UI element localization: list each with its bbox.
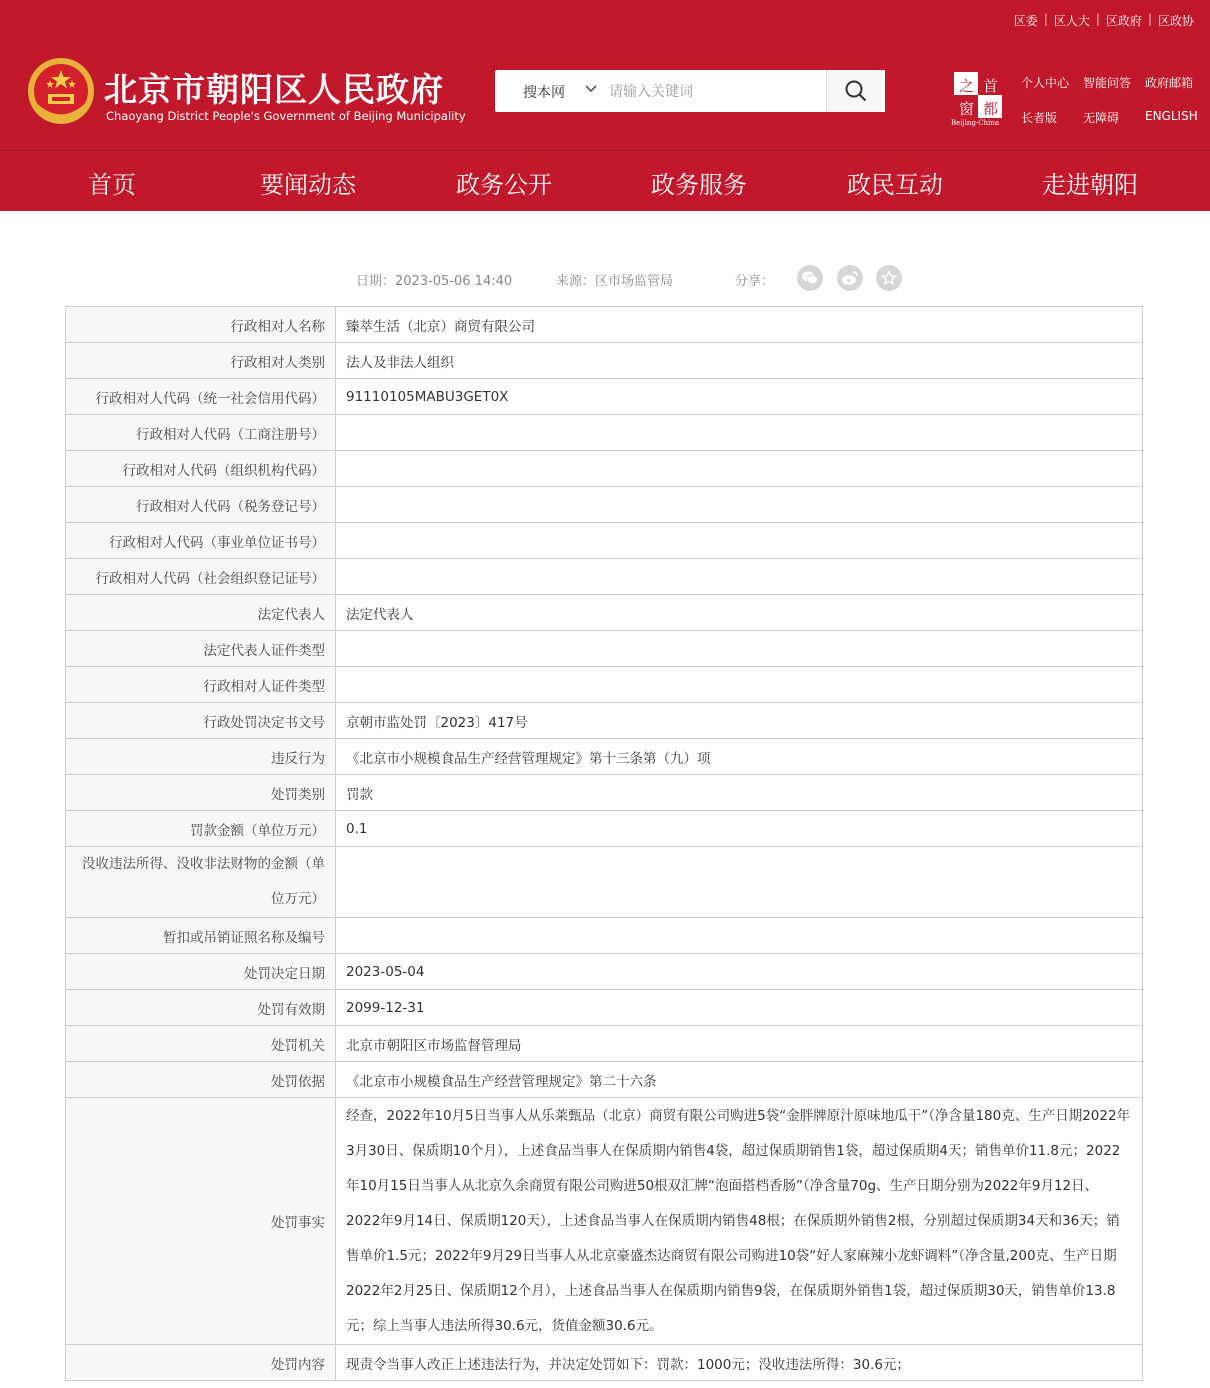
row-label: 行政相对人代码（统一社会信用代码）: [66, 379, 336, 415]
main-nav: [0, 150, 1210, 211]
divider: |: [1147, 12, 1152, 26]
row-value: 2023-05-04: [336, 954, 1143, 990]
table-row: [66, 307, 1143, 343]
row-label: 处罚内容: [66, 1345, 336, 1381]
row-value: 罚款: [336, 775, 1143, 811]
row-label: 处罚类别: [66, 775, 336, 811]
table-row: [66, 703, 1143, 739]
row-label: 行政相对人类别: [66, 343, 336, 379]
row-label: 法定代表人证件类型: [66, 631, 336, 667]
row-value: [336, 559, 1143, 595]
top-link-district-congress[interactable]: 区人大: [1053, 14, 1090, 28]
row-value: 现责令当事人改正上述违法行为，并决定处罚如下：罚款：1000元；没收违法所得：30.6元；: [336, 1345, 1143, 1381]
row-value: 0.1: [336, 811, 1143, 847]
table-row: [66, 1026, 1143, 1062]
publish-date: 日期：2023-05-06 14:40: [356, 274, 513, 289]
table-row: [66, 1098, 1143, 1345]
row-value: [336, 918, 1143, 954]
nav-item-gov-affairs[interactable]: 政务公开: [456, 171, 552, 199]
table-row: [66, 1062, 1143, 1098]
row-value: [336, 847, 1143, 918]
nav-item-home[interactable]: 首页: [88, 171, 136, 199]
row-value: 2099-12-31: [336, 990, 1143, 1026]
publish-source: 来源：区市场监管局: [556, 274, 674, 289]
row-label: 暂扣或吊销证照名称及编号: [66, 918, 336, 954]
logo-char: 首: [983, 77, 999, 95]
top-link-district-government[interactable]: 区政府: [1105, 14, 1142, 28]
nav-item-news[interactable]: 要闻动态: [260, 171, 356, 199]
top-links: [1014, 12, 1194, 29]
table-row: [66, 918, 1143, 954]
row-label: 处罚有效期: [66, 990, 336, 1026]
row-value: 《北京市小规模食品生产经营管理规定》第二十六条: [336, 1062, 1143, 1098]
table-row: [66, 631, 1143, 667]
wechat-icon[interactable]: [797, 265, 823, 291]
logo-char: 都: [983, 100, 999, 118]
table-row: [66, 523, 1143, 559]
search-bar: [495, 70, 885, 112]
row-value: 经查，2022年10月5日当事人从乐莱甄品（北京）商贸有限公司购进5袋“金胖牌原汁原味地瓜干”（净含量180克、生产日期2022年3月30日、保质期10个月），上述食品当事人在保质期内销售4袋，超过保质期销售1袋，超过保质期4天；销售单价11.8元；2022年10月15日当事人从北京久余商贸有限公司购进50根双汇牌“泡面搭档香肠”（净含量70g、生产日期分别为2022年9月12日、2022年9月14日、保质期120天），上述食品当事人在保质期内销售48根；在保质期外销售2根，分别超过保质期34天和36天；销售单价1.5元；2022年9月29日当事人从北京豪盛杰达商贸有限公司购进10袋“好人家麻辣小龙虾调料”（净含量,200克、生产日期2022年2月25日、保质期12个月），上述食品当事人在保质期内销售9袋，在保质期外销售1袋，超过保质期30天，销售单价13.8元；综上当事人违法所得30.6元，货值金额30.6元。: [336, 1098, 1143, 1345]
favorite-icon[interactable]: [876, 265, 902, 291]
table-row: [66, 451, 1143, 487]
national-emblem-logo[interactable]: [26, 56, 96, 126]
search-button[interactable]: [826, 70, 885, 112]
row-value: 臻萃生活（北京）商贸有限公司: [336, 307, 1143, 343]
table-row: [66, 1345, 1143, 1381]
util-link-elder-version[interactable]: 长者版: [1021, 111, 1058, 125]
site-title[interactable]: 北京市朝阳区人民政府: [104, 70, 444, 109]
row-value: [336, 523, 1143, 559]
row-label: 行政相对人名称: [66, 307, 336, 343]
row-label: 行政相对人代码（事业单位证书号）: [66, 523, 336, 559]
row-label: 行政相对人代码（税务登记号）: [66, 487, 336, 523]
nav-item-about-chaoyang[interactable]: 走进朝阳: [1042, 171, 1138, 199]
row-value: [336, 415, 1143, 451]
divider: |: [1095, 12, 1100, 26]
table-row: [66, 487, 1143, 523]
row-value: 91110105MABU3GET0X: [336, 379, 1143, 415]
logo-char: 之: [959, 77, 975, 95]
table-row: [66, 595, 1143, 631]
row-label: 处罚决定日期: [66, 954, 336, 990]
row-label: 违反行为: [66, 739, 336, 775]
util-link-english[interactable]: ENGLISH: [1145, 109, 1198, 123]
logo-char: 窗: [959, 100, 975, 118]
row-value: [336, 487, 1143, 523]
util-link-smart-qa[interactable]: 智能问答: [1083, 76, 1132, 90]
nav-item-interaction[interactable]: 政民互动: [847, 171, 943, 199]
top-link-district-cppcc[interactable]: 区政协: [1157, 14, 1194, 28]
table-row: [66, 739, 1143, 775]
row-value: 北京市朝阳区市场监督管理局: [336, 1026, 1143, 1062]
util-link-personal-center[interactable]: 个人中心: [1021, 76, 1070, 90]
table-row: [66, 775, 1143, 811]
table-row: [66, 379, 1143, 415]
row-label: 法定代表人: [66, 595, 336, 631]
table-row: [66, 667, 1143, 703]
table-row: [66, 990, 1143, 1026]
chevron-down-icon[interactable]: [583, 80, 599, 96]
site-subtitle: Chaoyang District People's Government of Beijing Municipality: [106, 109, 466, 123]
row-label: 行政相对人证件类型: [66, 667, 336, 703]
search-input[interactable]: [607, 78, 811, 106]
logo-caption: Beijing-China: [951, 119, 1000, 127]
row-value: [336, 667, 1143, 703]
row-label: 处罚机关: [66, 1026, 336, 1062]
table-row: [66, 811, 1143, 847]
nav-item-gov-services[interactable]: 政务服务: [651, 171, 747, 199]
capital-window-logo[interactable]: [950, 70, 1006, 130]
row-value: 法人及非法人组织: [336, 343, 1143, 379]
row-value: 《北京市小规模食品生产经营管理规定》第十三条第（九）项: [336, 739, 1143, 775]
util-link-gov-mailbox[interactable]: 政府邮箱: [1145, 76, 1194, 90]
row-label: 处罚事实: [66, 1098, 336, 1345]
row-value: [336, 631, 1143, 667]
search-icon: [844, 79, 868, 103]
divider: |: [1043, 12, 1048, 26]
row-label: 行政相对人代码（工商注册号）: [66, 415, 336, 451]
table-row: [66, 415, 1143, 451]
row-label: 罚款金额（单位万元）: [66, 811, 336, 847]
penalty-info-table: [65, 306, 1143, 1381]
table-row: [66, 847, 1143, 918]
row-value: 法定代表人: [336, 595, 1143, 631]
row-label: 行政相对人代码（社会组织登记证号）: [66, 559, 336, 595]
row-value: [336, 451, 1143, 487]
table-row: [66, 954, 1143, 990]
top-link-district-committee[interactable]: 区委: [1013, 14, 1038, 28]
table-row: [66, 559, 1143, 595]
row-label: 处罚依据: [66, 1062, 336, 1098]
row-label: 行政相对人代码（组织机构代码）: [66, 451, 336, 487]
row-value: 京朝市监处罚〔2023〕417号: [336, 703, 1143, 739]
share-label: 分享：: [735, 274, 775, 289]
site-header: [0, 0, 1210, 150]
util-link-accessibility[interactable]: 无障碍: [1083, 111, 1120, 125]
weibo-icon[interactable]: [837, 265, 863, 291]
row-label: 行政处罚决定书文号: [66, 703, 336, 739]
table-row: [66, 343, 1143, 379]
row-label: 没收违法所得、没收非法财物的金额（单位万元）: [66, 847, 336, 918]
search-scope-select[interactable]: 搜本网: [523, 85, 565, 101]
